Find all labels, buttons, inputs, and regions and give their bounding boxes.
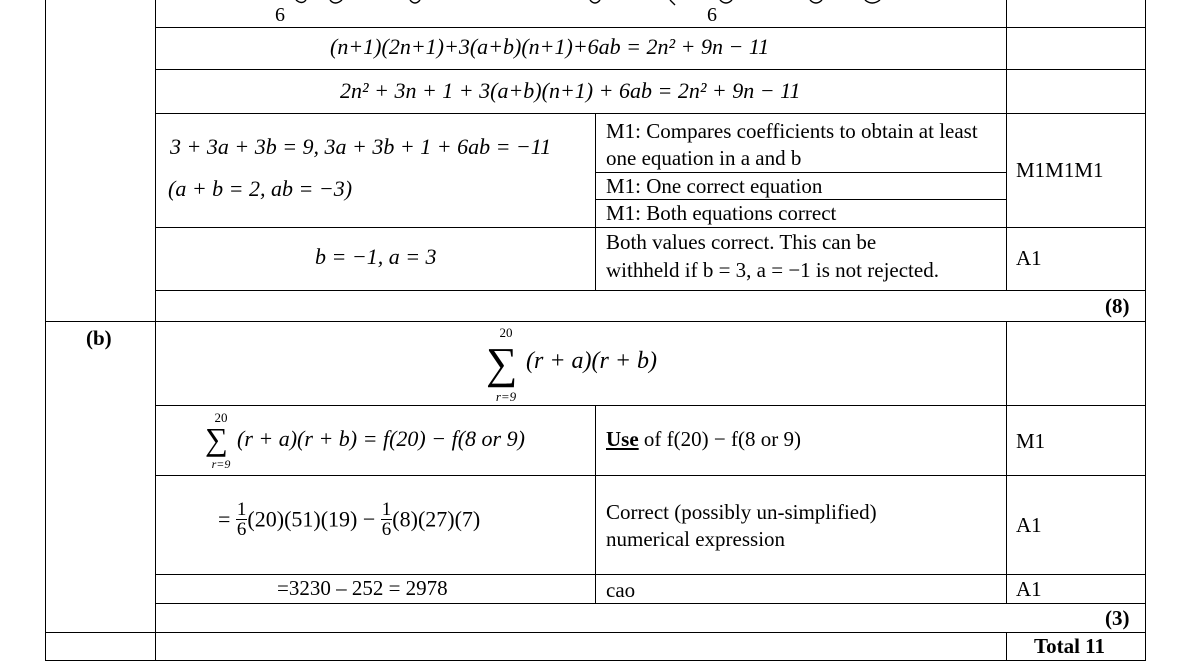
- partial-denominator-right: 6: [707, 4, 717, 26]
- sum-upper-limit: 20: [214, 410, 228, 425]
- fraction-numerator: 1: [381, 499, 392, 520]
- use-emphasis: Use: [606, 427, 639, 451]
- mark-note-cao: cao: [606, 578, 636, 602]
- grid-line: [595, 172, 1006, 173]
- numeric-expression: [218, 500, 480, 539]
- question-total: Total 11: [1034, 634, 1105, 658]
- mark-note-use: [606, 429, 801, 450]
- fraction-one-sixth: [381, 500, 393, 539]
- working-sum-product: (a + b = 2, ab = −3): [168, 176, 353, 201]
- grid-line: [595, 113, 596, 291]
- mark-note-m1-one: M1: One correct equation: [606, 174, 823, 198]
- grid-line: [45, 321, 1146, 322]
- working-values: b = −1, a = 3: [315, 244, 437, 269]
- final-answer: =3230 – 252 = 2978: [277, 576, 448, 600]
- mark-note-a1-line1: Both values correct. This can be: [606, 230, 877, 254]
- grid-line: [1145, 0, 1146, 661]
- grid-line: [1006, 632, 1007, 661]
- fraction-one-sixth: [236, 500, 248, 539]
- mark-note-correct-line1: Correct (possibly un-simplified): [606, 500, 877, 524]
- fraction-numerator: 1: [236, 499, 247, 520]
- sigma-symbol: ∑: [486, 339, 518, 388]
- grid-line: [155, 475, 1146, 476]
- sum-lower-limit: r=9: [211, 457, 231, 471]
- product-part1: (20)(51)(19) −: [247, 506, 376, 532]
- fraction-denominator: 6: [236, 519, 247, 540]
- marks-m1: M1: [1016, 429, 1046, 453]
- grid-line: [1006, 322, 1007, 603]
- mark-note-correct-line2: numerical expression: [606, 527, 786, 551]
- grid-line: [45, 660, 1146, 661]
- grid-line: [595, 199, 1006, 200]
- marks-m1m1m1: M1M1M1: [1016, 158, 1104, 182]
- grid-line: [155, 574, 1146, 575]
- mark-note-a1-line2: withheld if b = 3, a = −1 is not rejected.: [606, 258, 939, 282]
- subtotal-part-a: (8): [1105, 294, 1130, 318]
- sum-lower-limit: r=9: [495, 389, 517, 404]
- grid-line: [155, 69, 1146, 70]
- marks-a1: A1: [1016, 577, 1042, 601]
- grid-line: [155, 0, 156, 661]
- marks-a1: A1: [1016, 513, 1042, 537]
- sum-upper-limit: 20: [499, 325, 513, 340]
- grid-line: [155, 113, 1146, 114]
- product-part2: (8)(27)(7): [392, 506, 481, 532]
- grid-line: [45, 632, 1146, 633]
- use-note-rest: of f(20) − f(8 or 9): [638, 427, 801, 451]
- grid-line: [155, 603, 1146, 604]
- mark-note-m1-both: M1: Both equations correct: [606, 201, 837, 225]
- partial-formula-remnant: [290, 0, 890, 10]
- sum-expression: (r + a)(r + b): [526, 348, 658, 374]
- working-expansion-2: 2n² + 3n + 1 + 3(a+b)(n+1) + 6ab = 2n² + 9n − 11: [340, 78, 801, 103]
- part-label-b: (b): [86, 326, 112, 350]
- grid-line: [155, 27, 1146, 28]
- sigma-symbol: ∑: [205, 421, 228, 457]
- working-difference: (r + a)(r + b) = f(20) − f(8 or 9): [237, 426, 525, 451]
- working-expansion-1: (n+1)(2n+1)+3(a+b)(n+1)+6ab = 2n² + 9n − 11: [330, 34, 770, 59]
- grid-line: [1006, 0, 1007, 290]
- grid-line: [155, 227, 1146, 228]
- grid-line: [155, 405, 1146, 406]
- fraction-denominator: 6: [381, 519, 392, 540]
- working-coefficients: 3 + 3a + 3b = 9, 3a + 3b + 1 + 6ab = −11: [170, 134, 552, 159]
- grid-line: [45, 0, 46, 661]
- grid-line: [155, 290, 1146, 291]
- subtotal-part-b: (3): [1105, 606, 1130, 630]
- equals-sign: =: [218, 506, 231, 532]
- mark-note-m1-compare: M1: Compares coefficients to obtain at least one equation in a and b: [606, 119, 978, 170]
- marks-a1: A1: [1016, 246, 1042, 270]
- partial-denominator-left: 6: [275, 4, 285, 26]
